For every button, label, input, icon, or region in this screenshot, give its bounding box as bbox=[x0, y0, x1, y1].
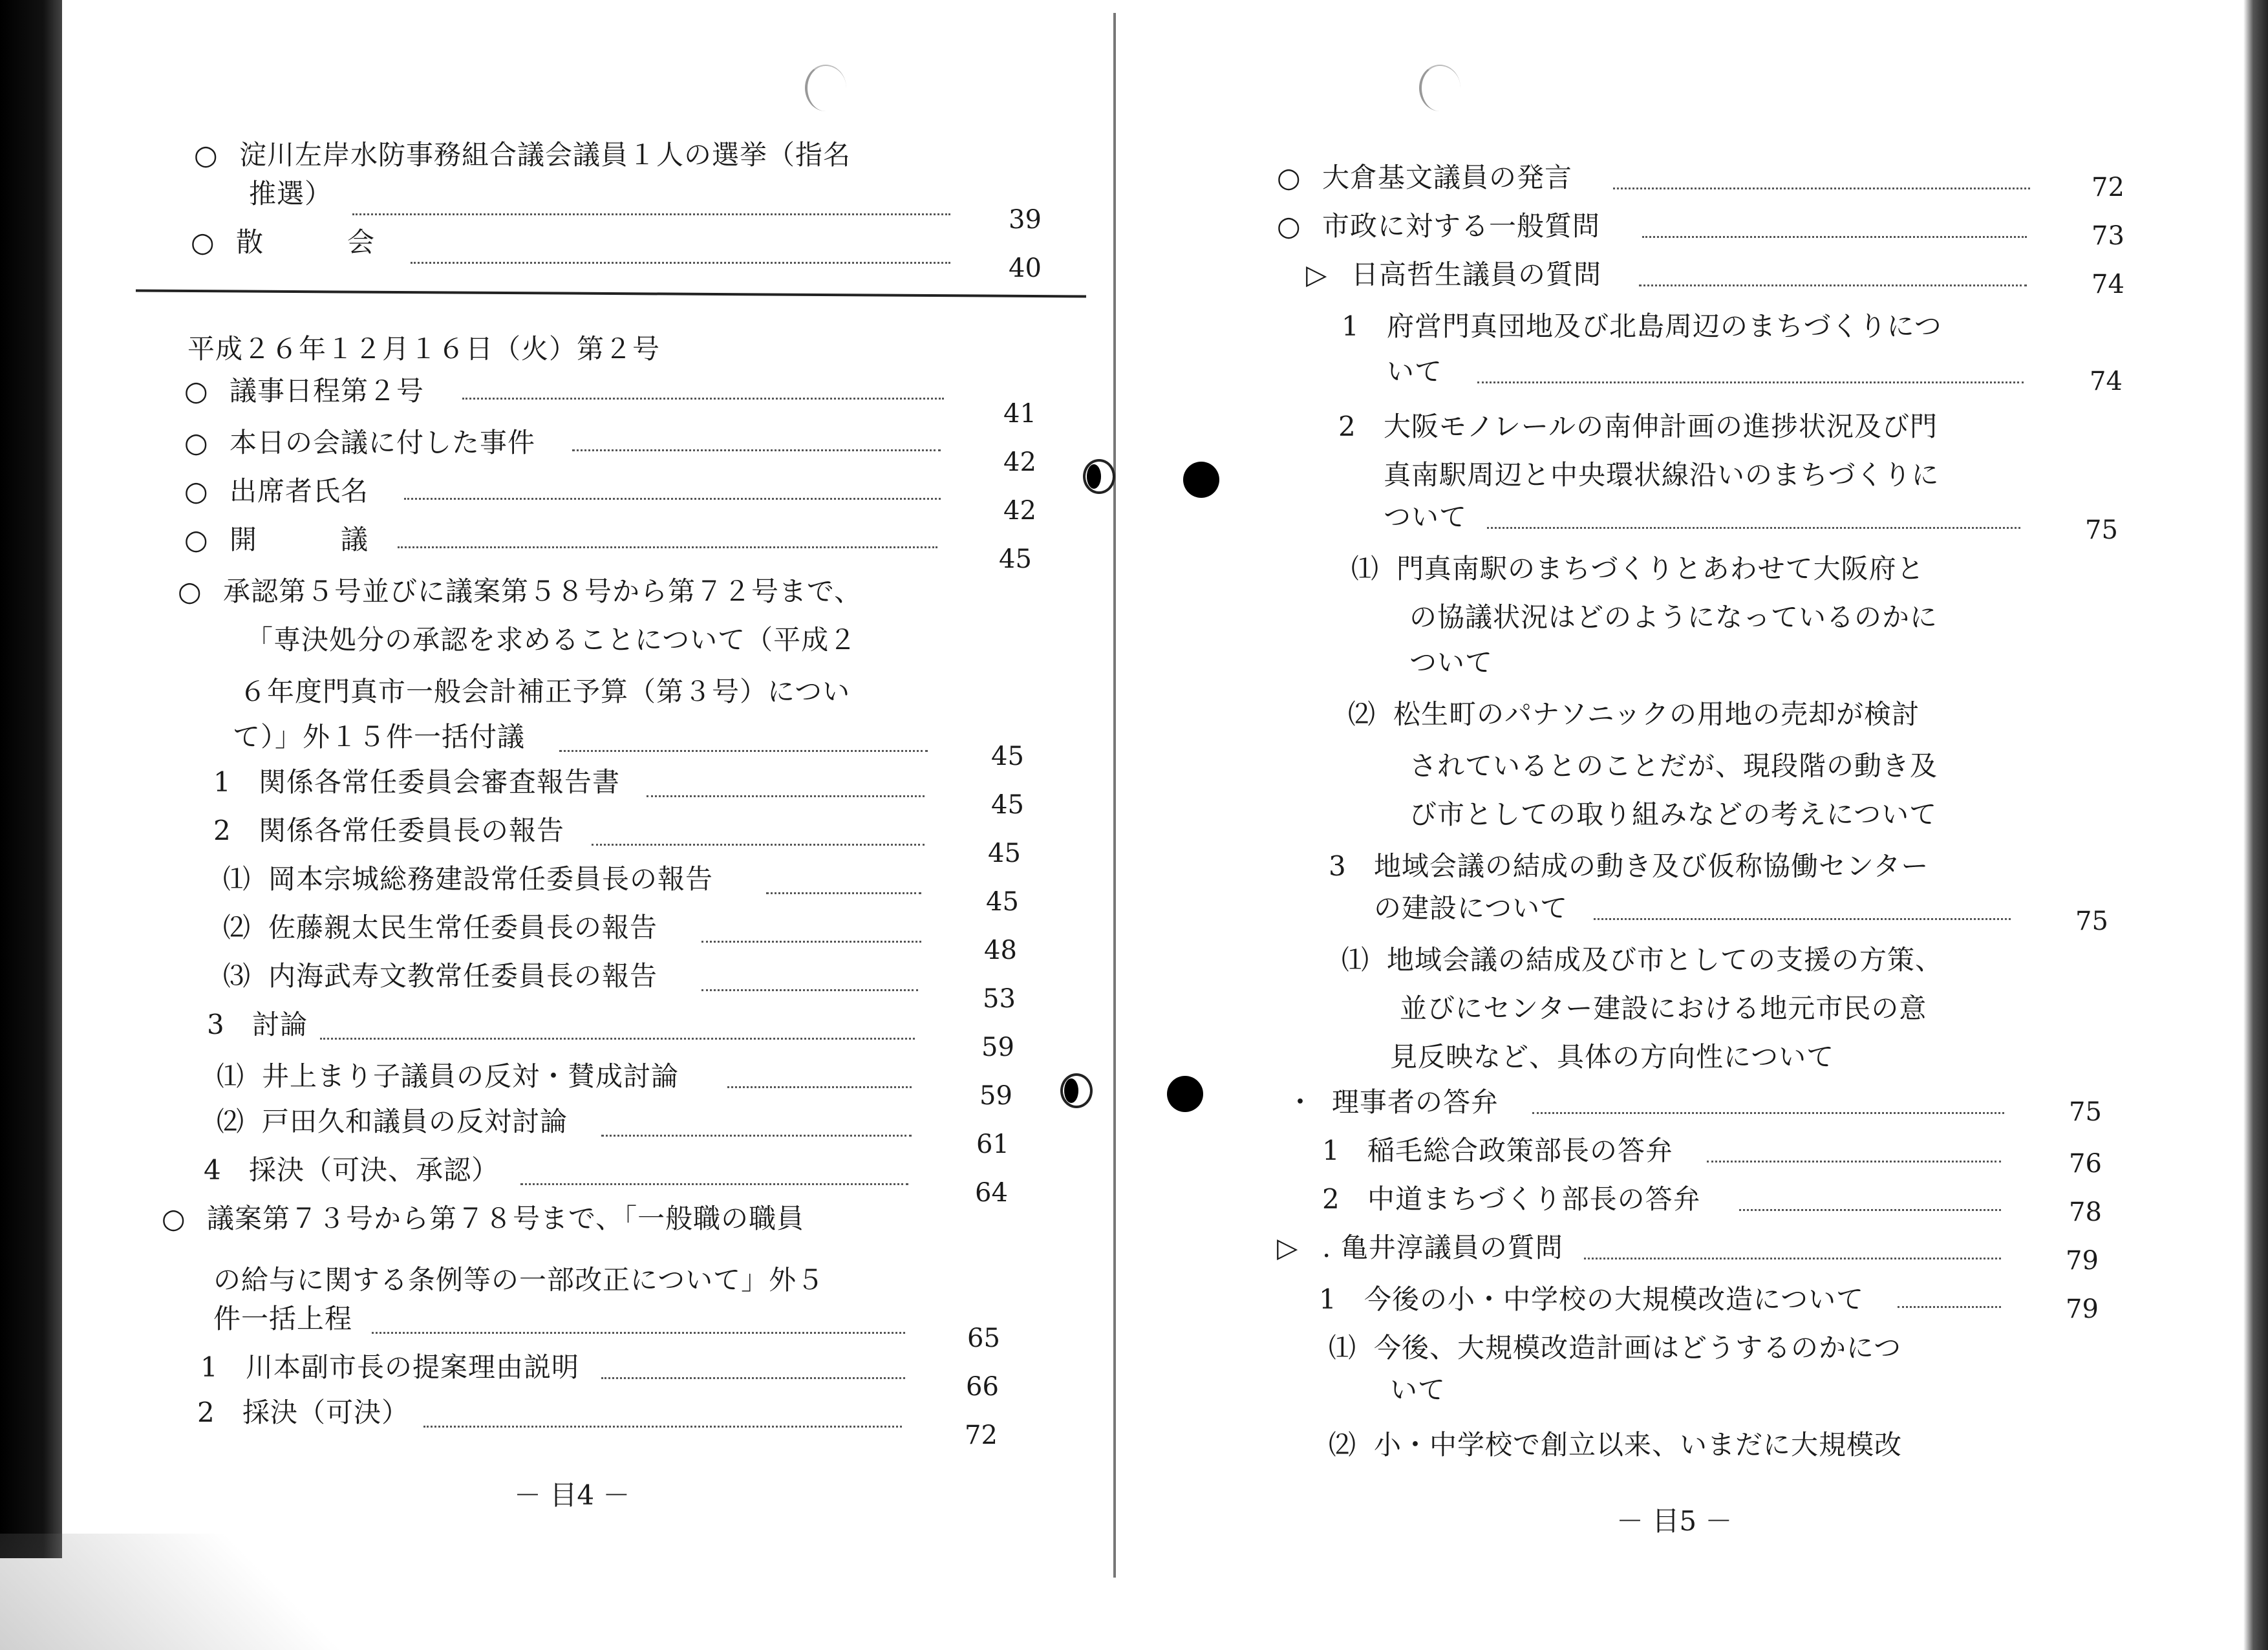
toc-entry-title: 大阪モノレールの南伸計画の進捗状況及び門 bbox=[1384, 411, 1938, 442]
toc-page-number: 64 bbox=[975, 1178, 1008, 1208]
toc-entry-marker: 3 bbox=[207, 1009, 224, 1040]
toc-entry-marker: ○ bbox=[162, 1203, 186, 1234]
toc-entry-title: 採決（可決） bbox=[242, 1397, 410, 1428]
dot-leader bbox=[1739, 1209, 2001, 1211]
toc-page-number: 75 bbox=[2075, 906, 2108, 936]
toc-entry-title: 推選） bbox=[249, 178, 333, 209]
toc-page-number: 59 bbox=[979, 1081, 1012, 1111]
scan-shadow bbox=[0, 1534, 453, 1650]
toc-page-number: 76 bbox=[2069, 1149, 2102, 1179]
dot-leader bbox=[1477, 381, 2024, 383]
toc-entry-marker: 1 bbox=[1322, 1135, 1340, 1166]
toc-entry-marker: ⑴ bbox=[1329, 1332, 1356, 1364]
toc-entry-title: 出席者氏名 bbox=[230, 475, 369, 507]
toc-page-number: 45 bbox=[986, 887, 1019, 917]
binder-mark-right bbox=[1419, 65, 1460, 111]
toc-entry-title: の給与に関する条例等の一部改正について」外５ bbox=[213, 1264, 825, 1296]
toc-entry-marker: 4 bbox=[204, 1154, 221, 1186]
dot-leader bbox=[766, 892, 921, 894]
toc-entry-marker: ⑶ bbox=[223, 960, 251, 992]
dot-leader bbox=[701, 941, 921, 943]
toc-entry-title: の建設について bbox=[1374, 892, 1568, 924]
punch-hole-ring-lower bbox=[1060, 1073, 1093, 1108]
toc-entry-title: 開 議 bbox=[230, 524, 369, 555]
toc-page-number: 74 bbox=[2090, 367, 2123, 396]
toc-page-number: 45 bbox=[999, 544, 1032, 574]
toc-entry-title: 府営門真団地及び北島周辺のまちづくりにつ bbox=[1387, 310, 1942, 342]
toc-page-number: 39 bbox=[1009, 205, 1042, 235]
dot-leader bbox=[352, 213, 950, 215]
dot-leader bbox=[1594, 918, 2011, 920]
toc-entry-title: 井上まり子議員の反対・賛成討論 bbox=[262, 1060, 679, 1092]
toc-entry-marker: ⑵ bbox=[1329, 1429, 1356, 1461]
toc-entry-marker: 2 bbox=[1338, 411, 1356, 442]
dot-leader bbox=[398, 546, 937, 548]
toc-entry-marker: ○ bbox=[1277, 210, 1301, 242]
toc-entry-title: 散 会 bbox=[236, 226, 376, 258]
toc-entry-title: 門真南駅のまちづくりとあわせて大阪府と bbox=[1396, 553, 1925, 584]
dot-leader bbox=[404, 498, 941, 500]
dot-leader bbox=[647, 795, 925, 797]
toc-page-number: 45 bbox=[991, 742, 1024, 771]
toc-entry-title: ついて bbox=[1409, 647, 1493, 678]
toc-entry-marker: ○ bbox=[184, 524, 208, 555]
toc-entry-title: . 亀井淳議員の質問 bbox=[1322, 1232, 1563, 1263]
toc-page-number: 79 bbox=[2066, 1294, 2099, 1324]
toc-entry-marker: ⑴ bbox=[223, 863, 251, 895]
toc-entry-title: 理事者の答弁 bbox=[1332, 1086, 1499, 1118]
toc-entry-title: 議案第７３号から第７８号まで、「一般職の職員 bbox=[207, 1203, 805, 1234]
toc-entry-title: 岡本宗城総務建設常任委員長の報告 bbox=[268, 863, 714, 895]
toc-entry-marker: 2 bbox=[197, 1397, 215, 1428]
toc-page-number: 42 bbox=[1003, 496, 1036, 526]
dot-leader bbox=[1584, 1258, 2001, 1259]
right-scan-edge bbox=[2243, 0, 2268, 1650]
toc-page-number: 41 bbox=[1003, 399, 1036, 429]
right-page-number: － 目5 － bbox=[1616, 1505, 1733, 1537]
dot-leader bbox=[701, 989, 918, 991]
toc-page-number: 72 bbox=[965, 1420, 998, 1450]
left-scan-edge bbox=[0, 0, 62, 1558]
toc-entry-title: 関係各常任委員会審査報告書 bbox=[259, 766, 621, 798]
toc-entry-marker: ⑵ bbox=[1348, 698, 1376, 730]
toc-entry-title: 市政に対する一般質問 bbox=[1322, 210, 1601, 242]
toc-entry-title: ６年度門真市一般会計補正予算（第３号）につい bbox=[239, 676, 851, 707]
dot-leader bbox=[462, 398, 944, 400]
toc-entry-title: 稲毛総合政策部長の答弁 bbox=[1367, 1135, 1674, 1166]
toc-entry-marker: ▷ bbox=[1306, 259, 1327, 290]
toc-entry-title: 関係各常任委員長の報告 bbox=[259, 815, 565, 846]
toc-entry-title: 松生町のパナソニックの用地の売却が検討 bbox=[1393, 698, 1920, 730]
toc-entry-marker: ▷ bbox=[1277, 1232, 1298, 1263]
toc-entry-title: 議事日程第２号 bbox=[230, 375, 425, 407]
toc-page-number: 78 bbox=[2069, 1197, 2102, 1227]
dot-leader bbox=[423, 1426, 902, 1428]
dot-leader bbox=[1639, 284, 2027, 286]
dot-leader bbox=[559, 750, 928, 752]
punch-hole-upper bbox=[1183, 462, 1219, 498]
punch-hole-lower bbox=[1167, 1076, 1203, 1112]
toc-entry-title: 見反映など、具体の方向性について bbox=[1390, 1041, 1835, 1073]
toc-entry-marker: ○ bbox=[194, 139, 218, 171]
toc-entry-title: 本日の会議に付した事件 bbox=[230, 427, 536, 458]
toc-entry-marker: ○ bbox=[178, 575, 202, 607]
dot-leader bbox=[1898, 1306, 2001, 1308]
toc-entry-title: 中道まちづくり部長の答弁 bbox=[1367, 1183, 1701, 1215]
dot-leader bbox=[1487, 527, 2020, 529]
toc-page-number: 74 bbox=[2091, 270, 2124, 299]
toc-page-number: 61 bbox=[976, 1130, 1009, 1159]
dot-leader bbox=[601, 1135, 912, 1137]
toc-entry-title: 内海武寿文教常任委員長の報告 bbox=[268, 960, 658, 992]
punch-hole-ring-upper bbox=[1083, 459, 1115, 494]
toc-entry-marker: ⑴ bbox=[1342, 944, 1369, 976]
toc-entry-title: 討論 bbox=[252, 1009, 308, 1040]
toc-entry-marker: 3 bbox=[1329, 850, 1346, 882]
toc-entry-title: 「専決処分の承認を求めることについて（平成２ bbox=[246, 624, 857, 656]
toc-entry-title: 佐藤親太民生常任委員長の報告 bbox=[268, 912, 658, 943]
dot-leader bbox=[320, 1038, 915, 1040]
toc-entry-title: 平成２６年１２月１６日（火）第２号 bbox=[187, 333, 661, 365]
toc-entry-title: 承認第５号並びに議案第５８号から第７２号まで、 bbox=[223, 575, 862, 607]
dot-leader bbox=[372, 1332, 905, 1334]
dot-leader bbox=[601, 1377, 905, 1379]
dot-leader bbox=[727, 1086, 912, 1088]
toc-entry-marker: ○ bbox=[191, 226, 215, 258]
toc-page-number: 53 bbox=[983, 984, 1016, 1014]
toc-page-number: 45 bbox=[988, 839, 1021, 868]
toc-entry-title: 淀川左岸水防事務組合議会議員１人の選挙（指名 bbox=[239, 139, 851, 171]
toc-page-number: 75 bbox=[2085, 515, 2118, 545]
toc-entry-marker: 1 bbox=[1342, 310, 1359, 342]
dot-leader bbox=[572, 449, 941, 451]
toc-entry-title: て）」外１５件一括付議 bbox=[233, 721, 526, 753]
toc-entry-title: 件一括上程 bbox=[213, 1303, 353, 1334]
toc-entry-marker: 1 bbox=[200, 1351, 218, 1383]
toc-entry-title: 真南駅周辺と中央環状線沿いのまちづくりに bbox=[1384, 459, 1940, 491]
toc-entry-title: 並びにセンター建設における地元市民の意 bbox=[1400, 992, 1927, 1024]
toc-page-number: 45 bbox=[991, 790, 1024, 820]
page-fold bbox=[1113, 13, 1116, 1578]
left-page-number: － 目4 － bbox=[514, 1479, 630, 1511]
toc-page-number: 65 bbox=[967, 1323, 1000, 1353]
toc-entry-title: 大倉基文議員の発言 bbox=[1322, 162, 1573, 193]
binder-mark-left bbox=[805, 65, 846, 111]
dot-leader bbox=[520, 1183, 908, 1185]
toc-page-number: 75 bbox=[2069, 1097, 2102, 1127]
toc-entry-title: 今後、大規模改造計画はどうするのかにつ bbox=[1374, 1332, 1902, 1364]
toc-entry-marker: 1 bbox=[1319, 1283, 1336, 1315]
toc-entry-title: 戸田久和議員の反対討論 bbox=[262, 1106, 568, 1137]
toc-entry-title: 地域会議の結成の動き及び仮称協働センター bbox=[1374, 850, 1929, 882]
toc-entry-marker: 2 bbox=[1322, 1183, 1340, 1215]
toc-entry-title: 川本副市長の提案理由説明 bbox=[246, 1351, 580, 1383]
toc-entry-marker: ⑵ bbox=[217, 1106, 244, 1137]
toc-page-number: 72 bbox=[2091, 173, 2124, 202]
toc-entry-title: されているとのことだが、現段階の動き及 bbox=[1409, 750, 1938, 782]
toc-entry-marker: ○ bbox=[184, 427, 208, 458]
toc-entry-marker: 2 bbox=[213, 815, 231, 846]
toc-entry-marker: ⑴ bbox=[217, 1060, 244, 1092]
toc-entry-title: 採決（可決、承認） bbox=[249, 1154, 500, 1186]
dot-leader bbox=[411, 262, 950, 264]
dot-leader bbox=[1532, 1112, 2004, 1114]
toc-page-number: 66 bbox=[966, 1372, 999, 1402]
toc-entry-title: 今後の小・中学校の大規模改造について bbox=[1364, 1283, 1865, 1315]
toc-entry-title: いて bbox=[1387, 356, 1443, 387]
toc-page-number: 42 bbox=[1003, 447, 1036, 477]
toc-entry-title: 小・中学校で創立以来、いまだに大規模改 bbox=[1374, 1429, 1903, 1461]
dot-leader bbox=[1613, 188, 2030, 189]
toc-entry-title: いて bbox=[1390, 1374, 1446, 1406]
dot-leader bbox=[1642, 236, 2027, 238]
toc-page-number: 73 bbox=[2091, 221, 2124, 251]
dot-leader bbox=[592, 844, 925, 846]
toc-entry-title: の協議状況はどのようになっているのかに bbox=[1409, 601, 1938, 633]
toc-entry-marker: ○ bbox=[184, 375, 208, 407]
toc-page-number: 40 bbox=[1009, 253, 1042, 283]
toc-entry-marker: ○ bbox=[1277, 162, 1301, 193]
toc-entry-title: ついて bbox=[1384, 501, 1468, 533]
toc-entry-marker: ⑵ bbox=[223, 912, 251, 943]
section-divider bbox=[136, 290, 1086, 298]
toc-entry-title: 地域会議の結成及び市としての支援の方策、 bbox=[1387, 944, 1943, 976]
toc-entry-marker: ・ bbox=[1287, 1086, 1314, 1118]
toc-entry-title: 日高哲生議員の質問 bbox=[1351, 259, 1602, 290]
toc-page-number: 79 bbox=[2066, 1246, 2099, 1276]
toc-entry-marker: 1 bbox=[213, 766, 231, 798]
toc-entry-marker: ⑴ bbox=[1351, 553, 1379, 584]
toc-entry-marker: ○ bbox=[184, 475, 208, 507]
toc-page-number: 48 bbox=[984, 936, 1017, 965]
dot-leader bbox=[1707, 1161, 2001, 1162]
toc-page-number: 59 bbox=[981, 1033, 1014, 1062]
toc-entry-title: び市としての取り組みなどの考えについて bbox=[1409, 798, 1938, 830]
